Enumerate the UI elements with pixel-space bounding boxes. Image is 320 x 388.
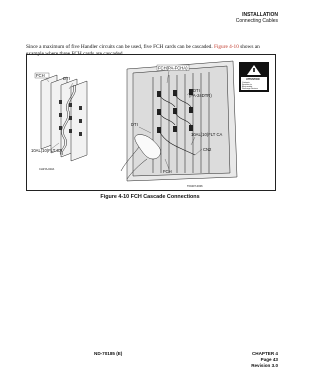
fch-cascade-illustration — [27, 55, 277, 192]
dti-right-label: DTI — [193, 88, 200, 93]
section-title: INSTALLATION — [242, 12, 278, 18]
fch-pa-label: FCH(PA-FCHA) — [158, 65, 188, 71]
figure-frame — [26, 54, 276, 191]
page-header — [236, 12, 278, 25]
right-figure-code: TF0407-0006 — [187, 185, 203, 188]
esd-heading: ATTENTION — [246, 78, 260, 81]
intro-text-before: Since a maximum of five Handler circuits can be used, five FCH cards can be cascaded. — [26, 44, 213, 50]
cable-left-label: 10AL(10)FLT CA — [31, 148, 63, 153]
intro-text-after: shows an example where three FCH cards are cascaded. — [26, 44, 260, 58]
left-figure-code: CH2TA-023A — [39, 168, 55, 171]
esd-line-1: Contents — [242, 82, 250, 84]
footer-page: Page 43 — [260, 356, 278, 362]
fch-bottom-label: FCH — [163, 169, 172, 174]
cn2-label: CN2 — [203, 147, 212, 152]
footer-chapter: CHAPTER 4 — [251, 351, 278, 356]
footer-doc-id: ND-70185 (E) — [94, 351, 123, 356]
shelf-housing — [127, 61, 237, 181]
subsection-title: Connecting Cables — [235, 18, 278, 25]
figure-link[interactable]: Figure 4-10 — [213, 44, 239, 50]
cable-right-label: 10AL(10)FLT CA — [191, 132, 223, 137]
esd-line-2: Sensitive to — [242, 84, 252, 86]
dti-left-label: DTI — [63, 76, 70, 81]
esd-line-4: Discharge Devices — [242, 88, 258, 90]
esd-line-3: Electrostatic — [242, 86, 253, 88]
footer-revision: Revision 3.0 — [251, 362, 278, 368]
dti-model-label: (PA-24DTR) — [189, 93, 212, 98]
footer-page-info — [251, 351, 278, 368]
dti-mid-label: DTI — [131, 122, 138, 127]
fch-a-label: FCH — [36, 73, 45, 78]
figure-caption: Figure 4-10 FCH Cascade Connections — [100, 194, 200, 200]
